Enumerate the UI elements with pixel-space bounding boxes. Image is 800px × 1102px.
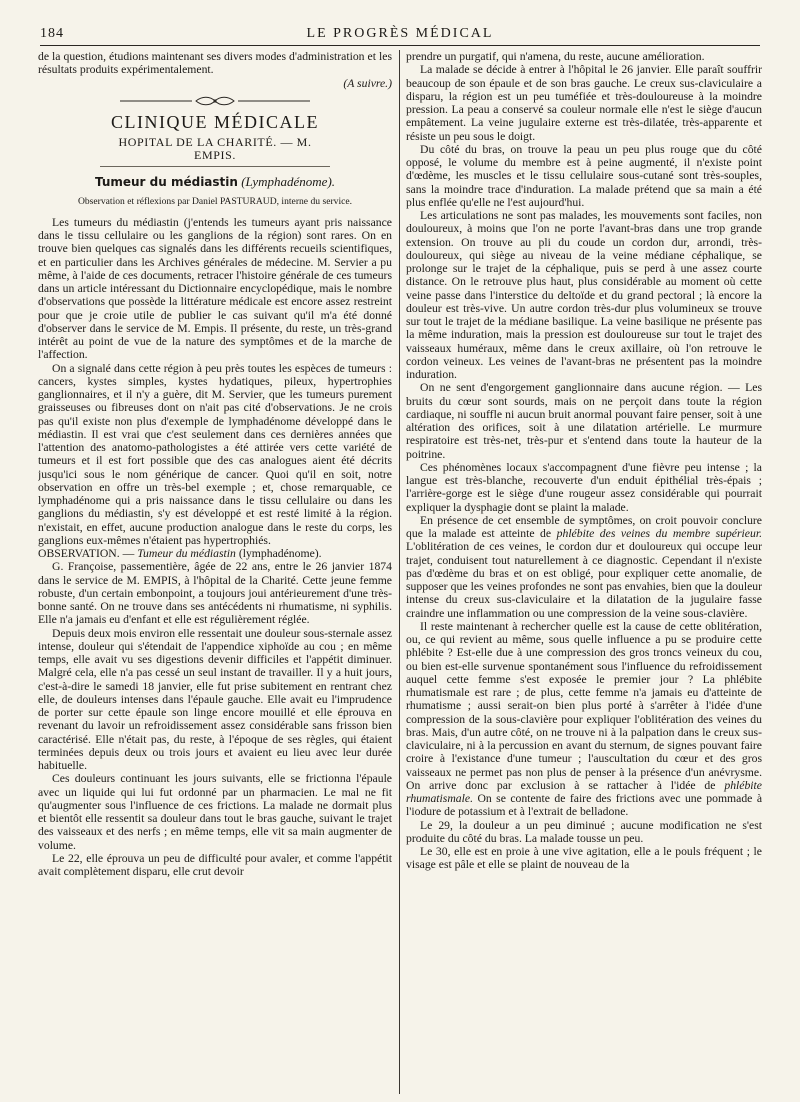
paragraph: Les articulations ne sont pas malades, les mouvements sont faciles, non douloureux, à moins que l'on ne porte l'avant-bras dans une trop grande extension. On trouve au pli du coude un cordon dur, arrondi, très-douloureux, qui siège au niveau de la veine médiane céphalique, se prolonge sur le trajet de la céphalique, puis se perd à une assez courte distance. On le retrouve plus haut, plus considérable au moment où cette veine passe dans l'interstice du deltoïde et du grand pectoral ; là encore la douleur est très-vive. Un autre cordon très-dur plus volumineux se trouve sur tout le trajet de la médiane basilique. La veine basilique ne présente pas la même induration, mais la pression est douloureuse sur tout le trajet des vaisseaux huméraux, même dans le creux axillaire, où l'on retrouve le cordon veineux. Les veines de l'avant-bras ne présentent pas la moindre induration.	[406, 209, 762, 381]
section-title: CLINIQUE MÉDICALE	[111, 111, 319, 132]
page-header	[40, 22, 760, 46]
article-title: Tumeur du médiastin	[94, 175, 238, 190]
article-subtitle: (Lymphadénome).	[241, 174, 336, 190]
journal-title: LE PROGRÈS MÉDICAL	[306, 26, 494, 41]
paragraph	[406, 620, 762, 819]
observation-label: OBSERVATION. —	[38, 547, 135, 560]
paragraph: Les tumeurs du médiastin (j'entends les tumeurs ayant pris naissance dans le tissu cellulaire ou les ganglions de la région) sont rares. On en trouve bien quelques cas signalés dans les différents recueils scientifiques, et en particulier dans les Archives générales de médecine. M. Servier a pu même, à l'aide de ces documents, retracer l'histoire générale de ces tumeurs dans un article intéressant du Dictionnaire encyclopédique, mais le nombre d'observations que possède la littérature médicale est encore assez restreint pour que je croie utile de publier le cas suivant qu'il m'a été donné d'observer dans le service de M. Empis. Il présente, du reste, un très-grand intérêt au point de vue de la nature des symptômes et de la marche de l'affection.	[38, 215, 392, 362]
observation-suffix: (lymphadénome).	[238, 547, 322, 560]
text-run: En présence de cet ensemble de symptômes, on croit pouvoir conclure que la malade est atteinte de	[406, 513, 762, 540]
paragraph: Le 30, elle est en proie à une vive agitation, elle a le pouls fréquent ; le visage est pâle et elle se plaint de nouveau de la	[406, 845, 762, 872]
paragraph	[406, 514, 762, 620]
paragraph: Le 22, elle éprouva un peu de difficulté pour avaler, et comme l'appétit avait complètement disparu, elle crut devoir	[38, 851, 392, 878]
paragraph: On ne sent d'engorgement ganglionnaire dans aucune région. — Les bruits du cœur sont sourds, mais on ne perçoit dans toute la région cardiaque, ni souffle ni aucun bruit anormal pouvant faire penser, soit à une altération des orifices, soit à une dilatation artérielle. Le murmure respiratoire est très-net, très-pur et s'entend dans toute la hauteur de la poitrine.	[406, 381, 762, 461]
hospital-line: HOPITAL DE LA CHARITÉ. — M. EMPIS.	[100, 136, 330, 168]
article-body	[38, 50, 762, 1094]
byline: Observation et réflexions par Daniel PASTURAUD, interne du service.	[77, 195, 353, 207]
text-run: L'oblitération de ces veines, le cordon dur et douloureux qui occupe leur trajet, conduisent tout naturellement à ce diagnostic. Cependant il n'existe pas d'œdème du bras et on est obligé, pour expliquer cette anomalie, de supposer que les veines profondes ne sont pas envahies, bien que la douleur intense du creux sus-claviculaire et la dilatation de la jugulaire fasse craindre une inflammation ou une compression de la veine sous-clavière.	[406, 540, 762, 620]
ornament-divider	[120, 96, 310, 106]
column-divider	[399, 50, 400, 1094]
observation-title: Tumeur du médiastin	[137, 547, 236, 560]
text-run: Il reste maintenant à rechercher quelle est la cause de cette oblitération, ou, ce qui revient au même, sous quelle influence a pu se produire cette phlébite ? Est-elle due à une compression des gros troncs veineux du cou, ou bien est-elle survenue spontanément sous l'influence du refroidissement auquel cette femme s'est exposée le premier jour ? La phlébite rhumatismale est rare ; de plus, cette femme n'a jamais eu d'atteinte de rhumatisme ; aussi serait-on bien plus porté à s'arrêter à l'idée d'une compression de la sous-clavière pour expliquer l'oblitération des veines du bras. Mais, d'un autre côté, on ne trouve ni à la palpation dans le creux sus-claviculaire, ni à la percussion en avant du sternum, de signes pouvant faire croire à l'existance d'une tumeur ; l'auscultation du cœur et des gros vaisseaux ne permet pas non plus de penser à la présence d'un anévrysme. On arrive donc par exclusion à se rattacher à l'idée de	[406, 619, 762, 792]
emphasis: phlébite rhumatismale.	[406, 778, 762, 805]
lead-paragraph: de la question, étudions maintenant ses divers modes d'administration et les résultats produits expérimentalement.	[38, 50, 392, 77]
paragraph: Du côté du bras, on trouve la peau un peu plus rouge que du côté opposé, le volume du membre est à peine augmenté, il n'existe point d'œdème, les muscles et le tissu cellulaire sous-cutané sont très-souples, sans la moindre trace d'induration. La malade prétend que sa main a été plus enflée qu'elle ne l'est aujourd'hui.	[406, 142, 762, 209]
paragraph: prendre un purgatif, qui n'amena, du reste, aucune amélioration.	[406, 50, 705, 63]
paragraph: Ces douleurs continuant les jours suivants, elle se frictionna l'épaule avec un liquide qui lui fut ordonné par un pharmacien. Le mal ne fit qu'augmenter sous l'influence de ces frictions. La malade ne dormait plus et bientôt elle ressentit sa douleur dans tout le bras gauche, suivant le trajet des vaisseaux et des nerfs ; en même temps, elle vit sa main augmenter de volume.	[38, 772, 392, 852]
emphasis: phlébite des veines du membre supérieur.	[556, 527, 762, 540]
text-run: On se contente de faire des frictions avec une pommade à l'iodure de potassium et à l'extrait de belladone.	[406, 792, 762, 819]
continued-note: (A suivre.)	[343, 76, 392, 90]
paragraph: Le 29, la douleur a un peu diminué ; aucune modification ne s'est produite du côté du bras. La malade tousse un peu.	[406, 818, 762, 845]
paragraph: La malade se décide à entrer à l'hôpital le 26 janvier. Elle paraît souffrir beaucoup de son épaule et de son bras gauche. Le creux sus-claviculaire a disparu, la région est un peu tuméfiée et très-douloureuse à la moindre pression. La peau a conservé sa couleur normale elle n'est le siège d'aucun empâtement. La veine jugulaire externe est très-dilatée, très-apparente et résiste un peu sous le doigt.	[406, 63, 762, 143]
paragraph: G. Françoise, passementière, âgée de 22 ans, entre le 26 janvier 1874 dans le service de M. EMPIS, à l'hôpital de la Charité. Cette jeune femme robuste, d'un certain embonpoint, a toujours joui antérieurement d'une très-bonne santé. On ne trouve dans ses antécédents ni rhumatisme, ni syphilis. Elle n'a jamais eu d'enfant et elle est régulièrement réglée.	[38, 560, 392, 627]
paragraph: Ces phénomènes locaux s'accompagnent d'une fièvre peu intense ; la langue est très-blanche, recouverte d'un enduit épithélial très-épais ; l'arrière-gorge est le siège d'une rougeur assez considérable qui pourrait expliquer la dysphagie dont se plaint la malade.	[406, 460, 762, 514]
observation-heading	[38, 547, 392, 560]
page-number: 184	[40, 26, 64, 41]
article-title-block	[38, 175, 392, 189]
paragraph: Depuis deux mois environ elle ressentait une douleur sous-sternale assez intense, douleur qui s'étendait de l'appendice xiphoïde au cou ; en même temps, elle avait vu ses digestions devenir difficiles et l'appétit diminuer. Malgré cela, elle n'a pas cessé un seul instant de travailler. Il y a huit jours, c'est-à-dire le samedi 18 janvier, elle fut prise subitement en rentrant chez elle, de douleurs intenses dans l'épaule gauche. Elle avait eu l'imprudence de porter sur cette épaule son linge encore mouillé et elle éprouva en revenant du lavoir un refroidissement assez considérable sans frisson bien caractérisé. Elle n'était pas, du reste, à l'époque de ses règles, qui étaient terminées depuis deux ou trois jours et avaient eu lieu avec leur durée habituelle.	[38, 626, 392, 772]
right-column	[406, 50, 762, 1094]
left-column	[38, 50, 392, 1094]
paragraph: On a signalé dans cette région à peu près toutes les espèces de tumeurs : cancers, kystes simples, kystes hydatiques, pileux, hypertrophies ganglionnaires, et il n'y a guère, dit M. Servier, que les tumeurs purement graisseuses ou fibreuses dont on n'ait pas cité d'observations. Je ne crois pas qu'il existe non plus d'exemple de lymphadénome développé dans le médiastin. Il est vrai que c'est seulement dans ces dernières années que l'attention des anatomo-pathologistes a été attirée vers cette variété de tumeurs et il est fort possible que des cas analogues aient été décrits jusqu'ici sous le nom générique de cancer. Quoi qu'il en soit, notre observation en offre un très-bel exemple ; et, chose remarquable, ce lymphadénome qui a pris naissance dans le tissu cellulaire ou dans les ganglions du médiastin, s'y est développé et est resté limité à la région. n'existait, en effet, aucune production analogue dans le reste du corps, les ganglions eux-mêmes n'étaient pas hypertrophiés.	[38, 361, 392, 547]
